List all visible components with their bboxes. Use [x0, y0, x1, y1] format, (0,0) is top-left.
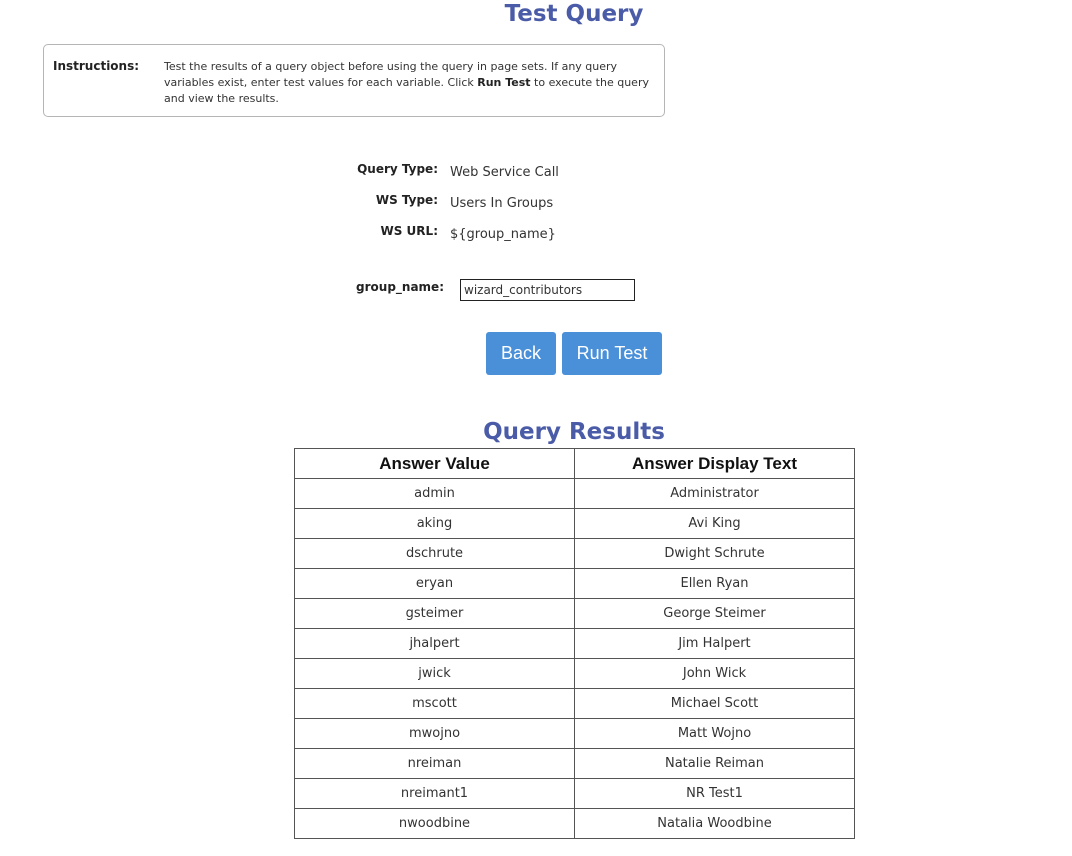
answer-display-text-cell: Matt Wojno — [575, 719, 855, 749]
table-row — [295, 689, 855, 719]
table-row — [295, 809, 855, 839]
group-name-label: group_name: — [356, 280, 444, 294]
results-header-row — [295, 449, 855, 479]
query-type-row — [300, 162, 438, 182]
table-row — [295, 479, 855, 509]
answer-display-text-cell: Natalia Woodbine — [575, 809, 855, 839]
table-row — [295, 509, 855, 539]
table-row — [295, 629, 855, 659]
query-type-value: Web Service Call — [450, 165, 559, 180]
results-title: Query Results — [483, 419, 665, 445]
run-test-button[interactable]: Run Test — [562, 332, 662, 375]
table-row — [295, 749, 855, 779]
answer-display-text-cell: NR Test1 — [575, 779, 855, 809]
ws-url-row — [300, 224, 438, 244]
answer-display-text-cell: Administrator — [575, 479, 855, 509]
answer-value-cell: jhalpert — [295, 629, 575, 659]
answer-value-cell: eryan — [295, 569, 575, 599]
answer-value-cell: nreiman — [295, 749, 575, 779]
back-button[interactable]: Back — [486, 332, 556, 375]
instructions-text-bold: Run Test — [477, 76, 531, 89]
answer-value-cell: mscott — [295, 689, 575, 719]
instructions-text — [164, 59, 658, 107]
answer-display-text-cell: John Wick — [575, 659, 855, 689]
ws-type-label: WS Type: — [375, 193, 438, 207]
answer-value-cell: mwojno — [295, 719, 575, 749]
results-body — [295, 479, 855, 839]
instructions-text-after: to execute the query and view the results. — [164, 76, 649, 105]
table-row — [295, 719, 855, 749]
answer-value-cell: dschrute — [295, 539, 575, 569]
column-header-answer-display-text: Answer Display Text — [575, 449, 855, 479]
answer-value-cell: nwoodbine — [295, 809, 575, 839]
answer-display-text-cell: George Steimer — [575, 599, 855, 629]
instructions-box — [43, 44, 665, 117]
answer-value-cell: jwick — [295, 659, 575, 689]
query-type-label: Query Type: — [357, 162, 438, 176]
answer-value-cell: nreimant1 — [295, 779, 575, 809]
ws-url-label: WS URL: — [380, 224, 438, 238]
table-row — [295, 779, 855, 809]
answer-display-text-cell: Natalie Reiman — [575, 749, 855, 779]
answer-value-cell: gsteimer — [295, 599, 575, 629]
answer-value-cell: admin — [295, 479, 575, 509]
results-table — [294, 448, 855, 839]
answer-value-cell: aking — [295, 509, 575, 539]
table-row — [295, 569, 855, 599]
table-row — [295, 539, 855, 569]
ws-type-value: Users In Groups — [450, 196, 554, 211]
answer-display-text-cell: Dwight Schrute — [575, 539, 855, 569]
instructions-text-before: Test the results of a query object before using the query in page sets. If any query variables exist, enter test values for each variable. Click — [164, 60, 618, 89]
ws-url-value: ${group_name} — [450, 227, 556, 242]
answer-display-text-cell: Michael Scott — [575, 689, 855, 719]
table-row — [295, 659, 855, 689]
answer-display-text-cell: Jim Halpert — [575, 629, 855, 659]
column-header-answer-value: Answer Value — [295, 449, 575, 479]
group-name-input[interactable] — [460, 279, 635, 301]
group-name-row — [300, 280, 444, 300]
ws-type-row — [300, 193, 438, 213]
answer-display-text-cell: Ellen Ryan — [575, 569, 855, 599]
answer-display-text-cell: Avi King — [575, 509, 855, 539]
page-title: Test Query — [504, 1, 644, 27]
instructions-label: Instructions: — [53, 59, 140, 73]
table-row — [295, 599, 855, 629]
